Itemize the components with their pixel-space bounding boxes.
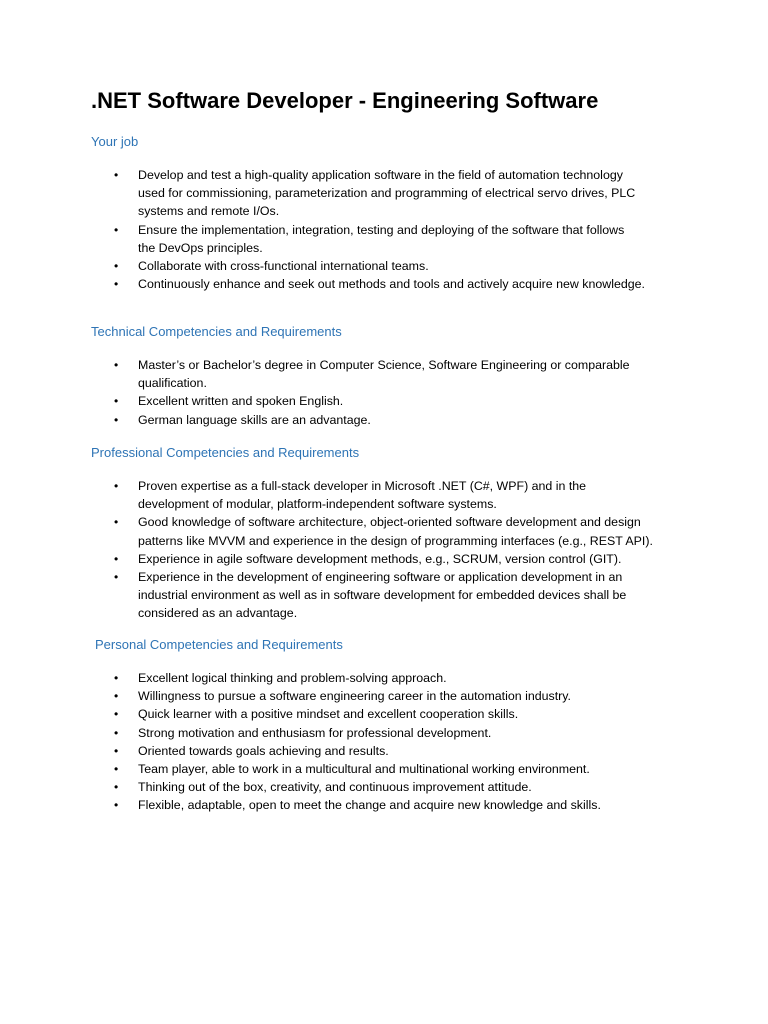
list-item: • Collaborate with cross-functional international teams.: [113, 257, 683, 275]
list-item: • Oriented towards goals achieving and results.: [113, 742, 683, 760]
bullet-icon: •: [114, 671, 119, 685]
bullet-icon: •: [114, 168, 119, 182]
bullet-icon: •: [114, 412, 119, 427]
bullet-icon: •: [114, 707, 119, 722]
list-item: • Quick learner with a positive mindset and excellent cooperation skills.: [113, 705, 683, 723]
section-heading-professional: Professional Competencies and Requirements: [91, 445, 360, 460]
list-item: • Develop and test a high-quality application software in the field of automation technology used for commissioning, parameterization and programming of electrical servo drives, PLC systems and remote I/Os.: [114, 168, 636, 219]
technical-list: [113, 356, 683, 429]
section-heading-technical: Technical Competencies and Requirements: [91, 324, 342, 339]
section-heading-your-job: Your job: [91, 134, 139, 149]
bullet-icon: •: [114, 394, 119, 409]
list-item: • Team player, able to work in a multicultural and multinational working environment.: [113, 760, 683, 778]
bullet-icon: •: [114, 689, 119, 704]
list-item: • Flexible, adaptable, open to meet the change and acquire new knowledge and skills.: [113, 796, 683, 814]
bullet-icon: •: [114, 358, 119, 372]
bullet-icon: •: [114, 515, 119, 530]
bullet-icon: •: [114, 479, 119, 493]
list-item: • Excellent written and spoken English.: [113, 392, 683, 410]
bullet-icon: •: [114, 743, 119, 758]
your-job-list: [113, 166, 683, 293]
bullet-icon: •: [114, 725, 119, 740]
document-title: .NET Software Developer - Engineering Software: [91, 88, 599, 113]
bullet-icon: •: [114, 551, 119, 566]
bullet-icon: •: [114, 762, 119, 777]
bullet-icon: •: [114, 259, 119, 274]
list-item: • Willingness to pursue a software engineering career in the automation industry.: [113, 687, 683, 705]
personal-list: [113, 669, 683, 815]
professional-list: [113, 477, 683, 623]
list-item: • Excellent logical thinking and problem-solving approach.: [113, 669, 683, 687]
list-item: • Experience in agile software development methods, e.g., SCRUM, version control (GIT).: [113, 550, 683, 568]
list-item: • Strong motivation and enthusiasm for professional development.: [113, 724, 683, 742]
section-heading-personal: Personal Competencies and Requirements: [95, 637, 343, 652]
bullet-icon: •: [114, 570, 119, 585]
list-item: • German language skills are an advantage.: [113, 411, 683, 429]
list-item: • Continuously enhance and seek out methods and tools and actively acquire new knowledge.: [113, 275, 683, 293]
list-item: • Ensure the implementation, integration, testing and deploying of the software that follows the DevOps principles.: [114, 222, 625, 255]
bullet-icon: •: [114, 780, 119, 795]
list-item: • Thinking out of the box, creativity, and continuous improvement attitude.: [113, 778, 683, 796]
list-item: • Master’s or Bachelor’s degree in Computer Science, Software Engineering or comparable qualification.: [114, 358, 630, 391]
bullet-icon: •: [114, 798, 119, 813]
list-item: • Good knowledge of software architecture, object-oriented software development and design patterns like MVVM and experience in the design of programming interfaces (e.g., REST API).: [114, 515, 653, 548]
list-item: • Proven expertise as a full-stack developer in Microsoft .NET (C#, WPF) and in the development of modular, platform-independent software systems.: [114, 479, 587, 512]
bullet-icon: •: [114, 222, 119, 237]
list-item: • Experience in the development of engineering software or application development in an industrial environment as well as in software development for embedded devices shall be considered as an advantage.: [114, 570, 627, 621]
bullet-icon: •: [114, 277, 119, 292]
